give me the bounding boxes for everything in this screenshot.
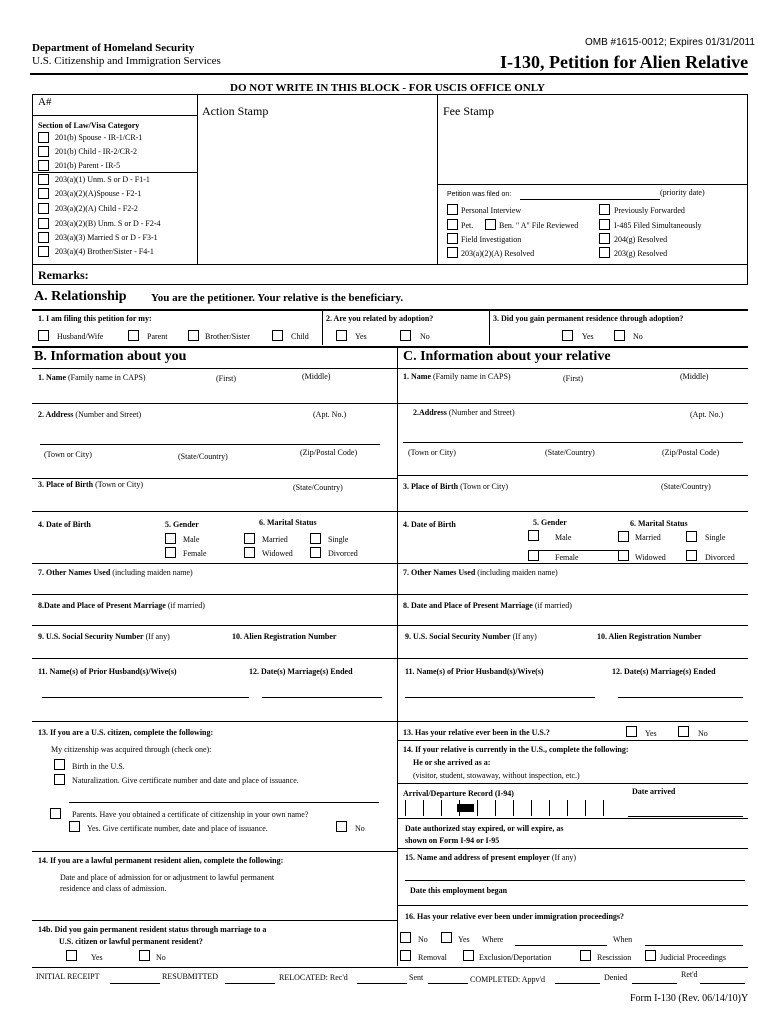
label-203a2a-resolved: 203(a)(2)(A) Resolved xyxy=(461,249,535,258)
footer-completed: COMPLETED: Appv'd xyxy=(470,975,545,984)
i94-number-boxes[interactable] xyxy=(405,800,620,816)
b-state-label: (State/Country) xyxy=(178,452,228,461)
b-address-label xyxy=(38,410,141,419)
checkbox-birth-us[interactable] xyxy=(54,759,65,770)
b-parents-yes-label: Yes. Give certificate number, date and place of issuance. xyxy=(87,824,268,833)
i94-digit-divider xyxy=(513,800,514,816)
q1-filing-for: 1. I am filing this petition for my: xyxy=(38,314,152,323)
office-header-line xyxy=(32,94,748,95)
c-male-label: Male xyxy=(555,533,572,542)
b-citizenship-via: My citizenship was acquired through (check one): xyxy=(51,745,212,754)
i94-digit-divider xyxy=(441,800,442,816)
b-marriage-hint: (if married) xyxy=(167,601,205,610)
action-stamp-label: Action Stamp xyxy=(202,104,269,118)
b-address-number: 2. Address xyxy=(38,410,74,419)
b-pob-number: 3. Place of Birth xyxy=(38,480,94,489)
section-c-title: C. Information about your relative xyxy=(403,349,611,364)
office-only-banner: DO NOT WRITE IN THIS BLOCK - FOR USCIS OFFICE ONLY xyxy=(230,82,545,94)
checkbox-c-male[interactable] xyxy=(528,530,539,541)
c-marital-label: 6. Marital Status xyxy=(630,519,688,528)
label-previously-forwarded: Previously Forwarded xyxy=(614,206,685,215)
b-marriage-ended-label: 12. Date(s) Marriage(s) Ended xyxy=(249,667,353,676)
b-female-label: Female xyxy=(183,549,207,558)
c-prior-spouse-line xyxy=(405,697,595,698)
checkbox-203a2a-resolved[interactable] xyxy=(447,247,458,258)
fee-box-bottom xyxy=(437,184,748,185)
checkbox-pr-adoption-no[interactable] xyxy=(614,330,625,341)
visa-category-label-3: 201(b) Parent - IR-5 xyxy=(55,161,121,170)
checkbox-b-married[interactable] xyxy=(244,533,255,544)
c-removal-label: Removal xyxy=(418,953,447,962)
footer-relocated-line xyxy=(357,983,407,984)
checkbox-b-female[interactable] xyxy=(165,547,176,558)
visa-section-title: Section of Law/Visa Category xyxy=(38,121,140,130)
checkbox-b-single[interactable] xyxy=(310,533,321,544)
checkbox-brother-sister[interactable] xyxy=(188,330,199,341)
c-ssn-number: 9. U.S. Social Security Number xyxy=(405,632,511,641)
visa-category-label-4: 203(a)(1) Unm. S or D - F1-1 xyxy=(55,175,150,184)
c-stay-expired-1: Date authorized stay expired, or will expire, as xyxy=(405,824,564,833)
label-adoption-yes: Yes xyxy=(355,332,367,341)
omb-number: OMB #1615-0012; Expires 01/31/2011 xyxy=(585,37,755,48)
i94-digit-divider xyxy=(531,800,532,816)
b-apt-label: (Apt. No.) xyxy=(313,410,347,419)
checkbox-visa-category-2[interactable] xyxy=(38,146,49,157)
b-row7-line xyxy=(32,658,397,659)
footer-sent-line xyxy=(428,983,468,984)
b-marriage-ended-line xyxy=(262,697,382,698)
c-row1-line xyxy=(397,403,748,404)
checkbox-b-male[interactable] xyxy=(165,533,176,544)
c-ssn-hint: (If any) xyxy=(512,632,537,641)
checkbox-204g-resolved[interactable] xyxy=(599,233,610,244)
checkbox-field-investigation[interactable] xyxy=(447,233,458,244)
b-zip-label: (Zip/Postal Code) xyxy=(300,448,358,457)
checkbox-c-divorced[interactable] xyxy=(686,550,697,561)
footer-denied-line xyxy=(632,983,677,984)
section-bc-top-line xyxy=(32,346,748,348)
b-q14-text-1: Date and place of admission for or adjustment to lawful permanent xyxy=(60,873,275,882)
i94-digit-divider xyxy=(585,800,586,816)
c-when-line xyxy=(645,945,743,946)
a-number-line xyxy=(32,115,197,116)
footer-resubmitted: RESUBMITTED xyxy=(162,972,218,981)
label-adoption-no: No xyxy=(420,332,430,341)
c-row12-line xyxy=(397,848,748,849)
b-single-label: Single xyxy=(328,535,349,544)
checkbox-rescission[interactable] xyxy=(580,950,591,961)
b-middle-label: (Middle) xyxy=(302,372,331,381)
footer-sent: Sent xyxy=(409,973,424,982)
c-name-number: 1. Name xyxy=(403,372,431,381)
c-address-hint: (Number and Street) xyxy=(448,408,515,417)
c-proceedings-no-label: No xyxy=(418,935,428,944)
office-divider-2 xyxy=(437,94,438,264)
c-employer-line xyxy=(405,880,745,881)
i94-digit-divider xyxy=(603,800,604,816)
b-address-line xyxy=(40,444,380,445)
visa-category-separator xyxy=(32,172,197,173)
b-row4-line xyxy=(32,563,397,564)
b-birth-us-label: Birth in the U.S. xyxy=(72,762,125,771)
remarks-label: Remarks: xyxy=(38,268,89,282)
b-marriage-label xyxy=(38,601,205,610)
c-married-label: Married xyxy=(635,533,661,542)
b-address-hint: (Number and Street) xyxy=(75,410,142,419)
i94-digit-divider xyxy=(495,800,496,816)
c-q13-label: 13. Has your relative ever been in the U.S.? xyxy=(403,728,550,737)
b-name-label xyxy=(38,373,146,382)
c-prior-spouses-label: 11. Name(s) of Prior Husband(s)/Wive(s) xyxy=(405,667,544,676)
b-q14b-line-2: U.S. citizen or lawful permanent resident? xyxy=(59,937,203,946)
c-row8-line xyxy=(397,721,748,722)
checkbox-c-us-yes[interactable] xyxy=(626,726,637,737)
visa-category-label-1: 201(b) Spouse - IR-1/CR-1 xyxy=(55,133,143,142)
checkbox-husband-wife[interactable] xyxy=(38,330,49,341)
b-name-number: 1. Name xyxy=(38,373,66,382)
c-q14-label: 14. If your relative is currently in the U.S., complete the following: xyxy=(403,745,629,754)
c-row13-line xyxy=(397,905,748,906)
section-a-divider-1 xyxy=(322,309,323,345)
c-row6-line xyxy=(397,625,748,626)
footer-resubmitted-line-2 xyxy=(225,983,275,984)
section-bc-divider xyxy=(397,346,398,966)
b-ssn-number: 9. U.S. Social Security Number xyxy=(38,632,144,641)
department-name: Department of Homeland Security xyxy=(32,42,195,54)
checkbox-naturalization[interactable] xyxy=(54,774,65,785)
c-row3-line xyxy=(397,511,748,512)
c-date-arrived-line xyxy=(628,816,743,817)
remarks-divider xyxy=(32,264,748,265)
section-a-divider-2 xyxy=(489,309,490,345)
checkbox-visa-category-3[interactable] xyxy=(38,160,49,171)
office-divider-1 xyxy=(197,94,198,264)
section-a-title: A. Relationship xyxy=(34,289,127,304)
c-q15-hint: (If any) xyxy=(551,853,577,862)
c-pob-number: 3. Place of Birth xyxy=(403,482,459,491)
b-other-names-label xyxy=(38,568,193,577)
c-other-names-label xyxy=(403,568,558,577)
c-marriage-ended-line xyxy=(618,697,743,698)
c-other-names-hint: (including maiden name) xyxy=(477,568,558,577)
label-pr-adoption-no: No xyxy=(633,332,643,341)
b-name-hint: (Family name in CAPS) xyxy=(68,373,146,382)
visa-category-label-5: 203(a)(2)(A)Spouse - F2-1 xyxy=(55,189,142,198)
visa-category-label-9: 203(a)(4) Brother/Sister - F4-1 xyxy=(55,247,154,256)
footer-denied: Denied xyxy=(604,973,628,982)
checkbox-visa-category-8[interactable] xyxy=(38,232,49,243)
checkbox-adoption-yes[interactable] xyxy=(336,330,347,341)
b-other-names-hint: (including maiden name) xyxy=(112,568,193,577)
c-row5-line xyxy=(397,594,748,595)
visa-category-label-7: 203(a)(2)(B) Unm. S or D - F2-4 xyxy=(55,219,161,228)
checkbox-child[interactable] xyxy=(272,330,283,341)
label-pr-adoption-yes: Yes xyxy=(582,332,594,341)
b-marital-label: 6. Marital Status xyxy=(259,518,317,527)
b-male-label: Male xyxy=(183,535,200,544)
b-gender-label: 5. Gender xyxy=(165,520,199,529)
form-revision: Form I-130 (Rev. 06/14/10)Y xyxy=(630,993,749,1004)
b-row6-line xyxy=(32,625,397,626)
checkbox-parents-no[interactable] xyxy=(336,821,347,832)
i94-digit-divider xyxy=(405,800,406,816)
label-203g-resolved: 203(g) Resolved xyxy=(614,249,668,258)
b-parents-label: Parents. Have you obtained a certificate of citizenship in your own name? xyxy=(72,810,309,819)
c-marriage-hint: (if married) xyxy=(534,601,572,610)
c-date-employment-label: Date this employment began xyxy=(410,886,508,895)
label-pet: Pet. xyxy=(461,221,474,230)
c-town-label: (Town or City) xyxy=(408,448,456,457)
c-marriage-ended-label: 12. Date(s) Marriage(s) Ended xyxy=(612,667,716,676)
b-naturalization-line xyxy=(69,802,379,803)
checkbox-visa-category-7[interactable] xyxy=(38,218,49,229)
c-middle-label: (Middle) xyxy=(680,372,709,381)
b-alien-reg-label: 10. Alien Registration Number xyxy=(232,632,337,641)
c-exclusion-label: Exclusion/Deportation xyxy=(479,953,552,962)
c-i94-label: Arrival/Departure Record (I-94) xyxy=(403,789,514,798)
c-when-label: When xyxy=(613,935,633,944)
footer-completed-line xyxy=(555,983,600,984)
checkbox-c-us-no[interactable] xyxy=(678,726,689,737)
b-ssn-hint: (If any) xyxy=(145,632,170,641)
c-state-label: (State/Country) xyxy=(545,448,595,457)
checkbox-b-widowed[interactable] xyxy=(244,547,255,558)
checkbox-proceedings-yes[interactable] xyxy=(441,932,452,943)
c-us-no-label: No xyxy=(698,729,708,738)
c-zip-label: (Zip/Postal Code) xyxy=(662,448,720,457)
b-married-label: Married xyxy=(262,535,288,544)
label-ben-a-file: Ben. " A" File Reviewed xyxy=(499,221,579,230)
b-q14b-line-1: 14b. Did you gain permanent resident status through marriage to a xyxy=(38,925,267,934)
label-field-investigation: Field Investigation xyxy=(461,235,522,244)
c-apt-label: (Apt. No.) xyxy=(690,410,724,419)
b-q14-text-2: residence and class of admission. xyxy=(60,884,167,893)
checkbox-previously-forwarded[interactable] xyxy=(599,204,610,215)
b-q14-label: 14. If you are a lawful permanent resident alien, complete the following: xyxy=(38,856,284,865)
visa-category-label-8: 203(a)(3) Married S or D - F3-1 xyxy=(55,233,158,242)
label-parent: Parent xyxy=(147,332,168,341)
c-marriage-number: 8. Date and Place of Present Marriage xyxy=(403,601,533,610)
b-row3-line xyxy=(32,511,397,512)
c-row9-line xyxy=(397,740,748,741)
c-proceedings-yes-label: Yes xyxy=(458,935,470,944)
checkbox-parents-yes[interactable] xyxy=(69,821,80,832)
i94-digit-divider xyxy=(549,800,550,816)
b-pob-label xyxy=(38,480,143,489)
label-child: Child xyxy=(291,332,309,341)
c-where-label: Where xyxy=(482,935,504,944)
c-ssn-label xyxy=(405,632,537,641)
i94-digit-divider xyxy=(423,800,424,816)
label-husband-wife: Husband/Wife xyxy=(57,332,104,341)
checkbox-removal[interactable] xyxy=(400,950,411,961)
q3-pr-adoption: 3. Did you gain permanent residence through adoption? xyxy=(493,314,684,323)
c-name-hint: (Family name in CAPS) xyxy=(433,372,511,381)
checkbox-visa-category-9[interactable] xyxy=(38,246,49,257)
c-divorced-label: Divorced xyxy=(705,553,735,562)
checkbox-c-female[interactable] xyxy=(528,550,539,561)
c-arrived-hint: (visitor, student, stowaway, without inspection, etc.) xyxy=(413,771,580,780)
b-ssn-label xyxy=(38,632,170,641)
c-q15-text: 15. Name and address of present employer xyxy=(405,853,550,862)
c-address-number: 2.Address xyxy=(413,408,447,417)
petition-filed-label: Petition was filed on: xyxy=(447,191,512,198)
c-arrived-as-label: He or she arrived as a: xyxy=(413,758,491,767)
checkbox-personal-interview[interactable] xyxy=(447,204,458,215)
checkbox-proceedings-no[interactable] xyxy=(400,932,411,943)
b-row10-line xyxy=(32,920,397,921)
c-rescission-label: Rescission xyxy=(597,953,632,962)
checkbox-exclusion[interactable] xyxy=(463,950,474,961)
b-row1-line xyxy=(32,403,397,404)
label-brother-sister: Brother/Sister xyxy=(205,332,250,341)
footer-retd: Ret'd xyxy=(681,970,698,979)
checkbox-ben-a-file[interactable] xyxy=(485,219,496,230)
label-204g-resolved: 204(g) Resolved xyxy=(614,235,668,244)
c-date-arrived-label: Date arrived xyxy=(632,787,676,796)
c-us-yes-label: Yes xyxy=(645,729,657,738)
c-name-label xyxy=(403,372,511,381)
b-row9-line xyxy=(32,851,397,852)
b-pob-state-label: (State/Country) xyxy=(293,483,343,492)
b-other-names-number: 7. Other Names Used xyxy=(38,568,111,577)
b-divorced-label: Divorced xyxy=(328,549,358,558)
c-female-line xyxy=(528,550,618,551)
footer-initial-receipt: INITIAL RECEIPT xyxy=(36,972,100,981)
c-marriage-label xyxy=(403,601,572,610)
footer-retd-line xyxy=(700,983,745,984)
c-single-label: Single xyxy=(705,533,726,542)
b-town-label: (Town or City) xyxy=(44,450,92,459)
checkbox-visa-category-5[interactable] xyxy=(38,188,49,199)
c-row4-line xyxy=(397,563,748,564)
c-address-label xyxy=(413,408,515,417)
footer-relocated: RELOCATED: Rec'd xyxy=(279,973,348,982)
b-marriage-number: 8.Date and Place of Present Marriage xyxy=(38,601,166,610)
b-first-label: (First) xyxy=(216,374,236,383)
checkbox-q14b-yes[interactable] xyxy=(66,950,77,961)
i94-separator-mark xyxy=(457,804,474,812)
a-number-label: A# xyxy=(38,96,52,108)
agency-name: U.S. Citizenship and Immigration Services xyxy=(32,55,221,67)
c-pob-label xyxy=(403,482,508,491)
c-q15-label xyxy=(405,853,576,862)
checkbox-visa-category-1[interactable] xyxy=(38,132,49,143)
checkbox-pet[interactable] xyxy=(447,219,458,230)
checkbox-visa-category-4[interactable] xyxy=(38,174,49,185)
checkbox-parents[interactable] xyxy=(50,808,61,819)
checkbox-c-married[interactable] xyxy=(618,531,629,542)
section-a-subtitle: You are the petitioner. Your relative is the beneficiary. xyxy=(151,292,404,304)
b-parents-no-label: No xyxy=(355,824,365,833)
c-dob-label: 4. Date of Birth xyxy=(403,520,456,529)
c-other-names-number: 7. Other Names Used xyxy=(403,568,476,577)
section-b-title: B. Information about you xyxy=(34,349,187,364)
checkbox-judicial[interactable] xyxy=(645,950,656,961)
label-i485-filed: I-485 Filed Simultaneously xyxy=(614,221,702,230)
c-row10-line xyxy=(397,783,748,784)
section-a-top-line xyxy=(32,309,748,311)
c-judicial-label: Judicial Proceedings xyxy=(660,953,726,962)
c-pob-state-label: (State/Country) xyxy=(661,482,711,491)
b-q13-label: 13. If you are a U.S. citizen, complete the following: xyxy=(38,728,214,737)
c-female-label: Female xyxy=(555,553,579,562)
c-widowed-label: Widowed xyxy=(635,553,666,562)
header-divider xyxy=(30,73,748,75)
c-address-line xyxy=(403,442,743,443)
b-row5-line xyxy=(32,594,397,595)
b-pob-hint: (Town or City) xyxy=(95,480,143,489)
b-row8-line xyxy=(32,721,397,722)
label-personal-interview: Personal Interview xyxy=(461,206,522,215)
footer-resubmitted-line xyxy=(110,983,160,984)
i94-digit-divider xyxy=(567,800,568,816)
checkbox-q14b-no[interactable] xyxy=(139,950,150,961)
b-q14b-yes-label: Yes xyxy=(91,953,103,962)
filed-on-line xyxy=(520,199,660,200)
c-alien-reg-label: 10. Alien Registration Number xyxy=(597,632,702,641)
b-naturalization-label: Naturalization. Give certificate number and date and place of issuance. xyxy=(72,776,299,785)
form-title: I-130, Petition for Alien Relative xyxy=(500,52,749,72)
visa-category-label-6: 203(a)(2)(A) Child - F2-2 xyxy=(55,204,138,213)
b-dob-label: 4. Date of Birth xyxy=(38,520,91,529)
c-q16-label: 16. Has your relative ever been under immigration proceedings? xyxy=(405,912,625,921)
b-widowed-label: Widowed xyxy=(262,549,293,558)
c-gender-label: 5. Gender xyxy=(533,518,567,527)
q2-adoption: 2. Are you related by adoption? xyxy=(326,314,434,323)
b-row2-line xyxy=(32,478,397,479)
c-row7-line xyxy=(397,658,748,659)
b-q14b-no-label: No xyxy=(156,953,166,962)
footer-top-line xyxy=(32,967,748,968)
checkbox-b-divorced[interactable] xyxy=(310,547,321,558)
b-prior-spouses-label: 11. Name(s) of Prior Husband(s)/Wive(s) xyxy=(38,667,177,676)
checkbox-adoption-no[interactable] xyxy=(400,330,411,341)
checkbox-c-single[interactable] xyxy=(686,531,697,542)
c-row11-line xyxy=(397,818,748,819)
i94-digit-divider xyxy=(477,800,478,816)
checkbox-c-widowed[interactable] xyxy=(618,550,629,561)
c-first-label: (First) xyxy=(563,374,583,383)
b-prior-spouse-line xyxy=(42,697,249,698)
checkbox-203g-resolved[interactable] xyxy=(599,247,610,258)
c-where-line xyxy=(515,945,607,946)
c-row2-line xyxy=(397,475,748,476)
checkbox-i485-filed[interactable] xyxy=(599,219,610,230)
checkbox-pr-adoption-yes[interactable] xyxy=(562,330,573,341)
checkbox-visa-category-6[interactable] xyxy=(38,203,49,214)
c-stay-expired-2: shown on Form I-94 or I-95 xyxy=(405,836,500,845)
checkbox-parent[interactable] xyxy=(128,330,139,341)
fee-stamp-label: Fee Stamp xyxy=(443,104,494,118)
c-pob-hint: (Town or City) xyxy=(460,482,508,491)
section-bc-header-line xyxy=(32,368,748,369)
priority-date-label: (priority date) xyxy=(660,188,705,197)
visa-category-label-2: 201(b) Child - IR-2/CR-2 xyxy=(55,147,137,156)
